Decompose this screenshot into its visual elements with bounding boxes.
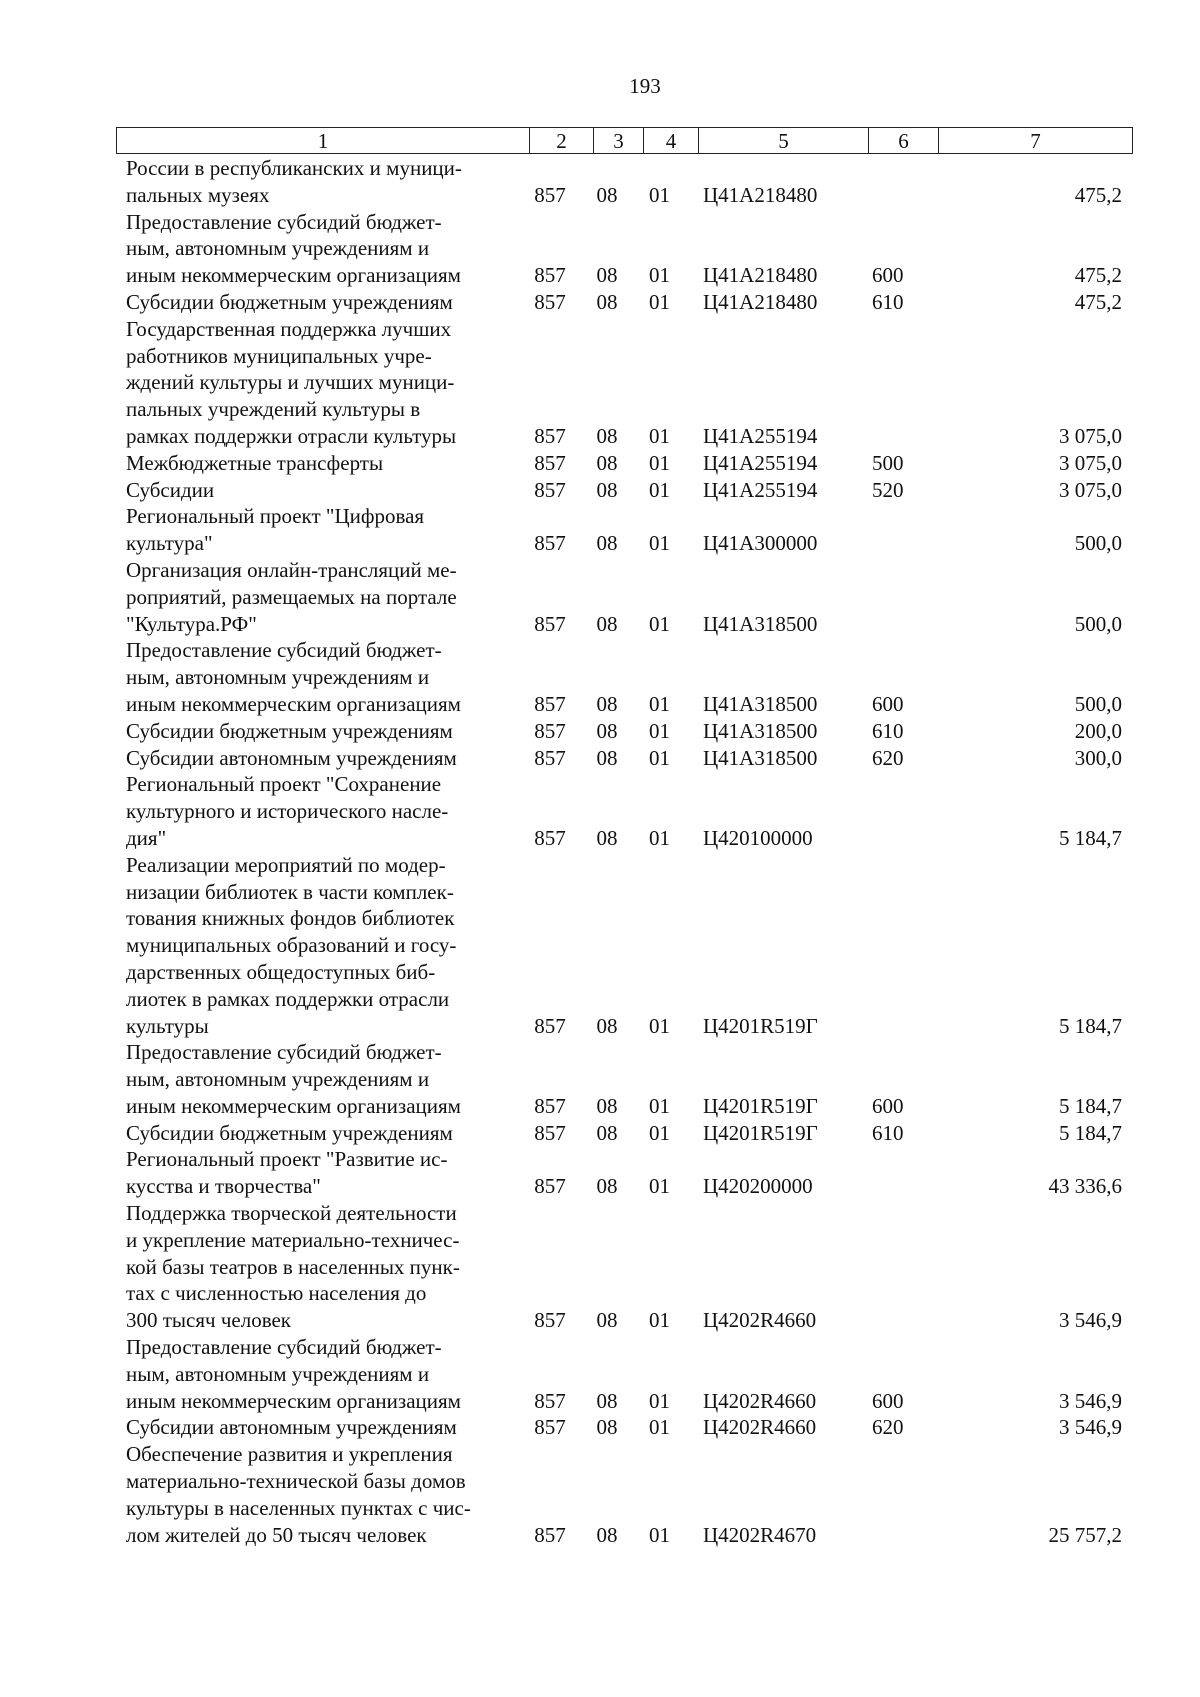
cell-c4: 01 [649,423,670,448]
cell-c6: 600 [872,1388,904,1413]
cell-c5: Ц41А318500 [703,691,818,716]
description-line: России в республиканских и муници- [126,156,462,180]
table-row [116,745,1132,772]
cell-c7: 3 546,9 [1059,1308,1122,1333]
cell-c4: 01 [649,1415,670,1440]
cell-c5: Ц420200000 [703,1174,813,1199]
column-header-7: 7 [939,128,1133,154]
cell-c4: 01 [649,1308,670,1333]
cell-c5: Ц41А255194 [703,477,818,502]
table-row [116,1414,1132,1441]
description-line: Региональный проект "Развитие ис- [126,1147,448,1172]
description-line: Межбюджетные трансферты [126,450,384,475]
description-line: иным некоммерческим организациям [126,263,461,288]
description-line: муниципальных образований и госу- [126,933,457,958]
description-line: "Культура.РФ" [126,611,257,636]
cell-c3: 08 [596,691,618,716]
cell-c5: Ц41А318500 [703,718,818,743]
cell-c3: 08 [596,450,618,475]
column-header-6: 6 [869,128,939,154]
cell-c4: 01 [649,1174,670,1199]
cell-c5: Ц41А218480 [703,289,818,314]
table-row [116,316,1132,450]
description-line: дарственных общедоступных биб- [126,959,436,984]
table-row [116,557,1132,637]
row-description [116,450,518,477]
row-description [116,477,518,504]
cell-c4: 01 [649,718,670,743]
cell-c2: 857 [534,1522,566,1547]
description-line: ным, автономным учреждениям и [126,1067,430,1092]
description-line: пальных учреждений культуры в [126,397,421,422]
description-line: Субсидии бюджетным учреждениям [126,289,453,314]
cell-c2: 857 [534,423,566,448]
description-line: культуры [126,1013,209,1038]
row-description [116,1120,518,1147]
row-description [116,1146,518,1200]
column-header-4: 4 [644,128,699,154]
cell-c6: 610 [872,289,904,314]
cell-c3: 08 [596,1120,618,1145]
row-description [116,503,518,557]
cell-c6: 520 [872,477,904,502]
table-row [116,1334,1132,1414]
description-line: Поддержка творческой деятельности [126,1201,457,1226]
cell-c4: 01 [649,1522,670,1547]
cell-c5: Ц41А218480 [703,182,818,207]
cell-c4: 01 [649,1013,670,1038]
description-line: ждений культуры и лучших муници- [126,370,455,395]
row-description [116,852,518,1040]
row-description [116,745,518,772]
cell-c2: 857 [534,450,566,475]
cell-c2: 857 [534,263,566,288]
row-description [116,1441,518,1548]
row-description [116,718,518,745]
row-description [116,637,518,717]
cell-c7: 5 184,7 [1059,1013,1122,1038]
cell-c2: 857 [534,1388,566,1413]
cell-c4: 01 [649,1388,670,1413]
description-line: дия" [126,825,167,850]
description-line: Региональный проект "Цифровая [126,504,425,529]
cell-c6: 620 [872,745,904,770]
cell-c3: 08 [596,1308,618,1333]
cell-c6: 500 [872,450,904,475]
description-line: иным некоммерческим организациям [126,1093,461,1118]
cell-c5: Ц4202R4660 [703,1415,817,1440]
cell-c5: Ц41А255194 [703,423,818,448]
cell-c7: 43 336,6 [1048,1174,1122,1199]
cell-c5: Ц4202R4670 [703,1522,817,1547]
cell-c2: 857 [534,477,566,502]
table-row [116,1200,1132,1334]
description-line: Реализации мероприятий по модер- [126,852,446,877]
cell-c7: 500,0 [1074,691,1122,716]
description-line: Предоставление субсидий бюджет- [126,1335,442,1360]
row-description [116,1039,518,1119]
description-line: иным некоммерческим организациям [126,691,461,716]
cell-c5: Ц4201R519Г [703,1120,818,1145]
cell-c3: 08 [596,1093,618,1118]
cell-c4: 01 [649,531,670,556]
cell-c4: 01 [649,263,670,288]
cell-c2: 857 [534,289,566,314]
description-line: лиотек в рамках поддержки отрасли [126,986,450,1011]
cell-c4: 01 [649,691,670,716]
column-header-2: 2 [530,128,594,154]
description-line: материально-технической базы домов [126,1469,466,1494]
cell-c4: 01 [649,1093,670,1118]
cell-c2: 857 [534,611,566,636]
cell-c3: 08 [596,1013,618,1038]
description-line: Субсидии автономным учреждениям [126,1415,457,1440]
cell-c4: 01 [649,1120,670,1145]
cell-c3: 08 [596,531,618,556]
table-body [116,155,1132,1548]
cell-c4: 01 [649,182,670,207]
cell-c7: 5 184,7 [1059,825,1122,850]
cell-c5: Ц4202R4660 [703,1308,817,1333]
description-line: и укрепление материально-техничес- [126,1227,460,1252]
table-row [116,450,1132,477]
table-row [116,289,1132,316]
cell-c3: 08 [596,1415,618,1440]
description-line: кусства и творчества" [126,1174,321,1199]
page-number: 193 [629,74,661,98]
cell-c2: 857 [534,1308,566,1333]
cell-c7: 3 075,0 [1059,423,1122,448]
cell-c2: 857 [534,1093,566,1118]
cell-c7: 3 075,0 [1059,450,1122,475]
cell-c4: 01 [649,611,670,636]
row-description [116,1414,518,1441]
cell-c3: 08 [596,477,618,502]
description-line: культура" [126,531,213,556]
description-line: 300 тысяч человек [126,1308,292,1333]
table-row [116,637,1132,717]
cell-c4: 01 [649,477,670,502]
table-row [116,503,1132,557]
cell-c7: 25 757,2 [1048,1522,1122,1547]
description-line: Обеспечение развития и укрепления [126,1442,453,1467]
cell-c6: 600 [872,1093,904,1118]
description-line: ным, автономным учреждениям и [126,665,430,690]
description-line: Государственная поддержка лучших [126,316,452,341]
cell-c7: 3 075,0 [1059,477,1122,502]
cell-c3: 08 [596,1522,618,1547]
description-line: культурного и исторического насле- [126,799,449,824]
cell-c7: 475,2 [1074,263,1122,288]
cell-c2: 857 [534,1120,566,1145]
table-row [116,1120,1132,1147]
column-header-3: 3 [594,128,644,154]
description-line: роприятий, размещаемых на портале [126,584,457,609]
cell-c4: 01 [649,289,670,314]
cell-c3: 08 [596,825,618,850]
cell-c3: 08 [596,263,618,288]
cell-c6: 610 [872,1120,904,1145]
description-line: Предоставление субсидий бюджет- [126,1040,442,1065]
description-line: культуры в населенных пунктах с чис- [126,1495,471,1520]
description-line: ным, автономным учреждениям и [126,236,430,261]
table-row [116,1146,1132,1200]
row-description [116,289,518,316]
row-description [116,557,518,637]
cell-c3: 08 [596,1174,618,1199]
cell-c5: Ц41А255194 [703,450,818,475]
column-header-1: 1 [117,128,530,154]
cell-c5: Ц41А318500 [703,745,818,770]
cell-c3: 08 [596,611,618,636]
cell-c5: Ц41А218480 [703,263,818,288]
cell-c4: 01 [649,450,670,475]
cell-c2: 857 [534,1013,566,1038]
table-row [116,852,1132,1040]
cell-c2: 857 [534,825,566,850]
table-row [116,718,1132,745]
cell-c3: 08 [596,423,618,448]
cell-c2: 857 [534,1174,566,1199]
description-line: Субсидии бюджетным учреждениям [126,718,453,743]
table-row [116,155,1132,209]
cell-c3: 08 [596,718,618,743]
row-description [116,316,518,450]
row-description [116,155,518,209]
cell-c5: Ц4201R519Г [703,1093,818,1118]
cell-c7: 475,2 [1074,182,1122,207]
cell-c7: 3 546,9 [1059,1415,1122,1440]
description-line: Предоставление субсидий бюджет- [126,209,442,234]
column-header-5: 5 [699,128,869,154]
cell-c6: 600 [872,691,904,716]
table-header [116,127,1133,154]
table-row [116,1039,1132,1119]
cell-c7: 5 184,7 [1059,1093,1122,1118]
description-line: рамках поддержки отрасли культуры [126,423,457,448]
row-description [116,209,518,289]
cell-c7: 5 184,7 [1059,1120,1122,1145]
cell-c2: 857 [534,745,566,770]
cell-c7: 475,2 [1074,289,1122,314]
description-line: кой базы театров в населенных пунк- [126,1254,460,1279]
description-line: Региональный проект "Сохранение [126,772,442,797]
description-line: лом жителей до 50 тысяч человек [126,1522,427,1547]
cell-c5: Ц4201R519Г [703,1013,818,1038]
cell-c6: 620 [872,1415,904,1440]
description-line: ным, автономным учреждениям и [126,1361,430,1386]
description-line: Предоставление субсидий бюджет- [126,638,442,663]
cell-c2: 857 [534,1415,566,1440]
cell-c7: 300,0 [1074,745,1122,770]
description-line: Организация онлайн-трансляций ме- [126,557,457,582]
cell-c2: 857 [534,531,566,556]
description-line: тах с численностью населения до [126,1281,427,1306]
cell-c7: 3 546,9 [1059,1388,1122,1413]
cell-c5: Ц41А300000 [703,531,818,556]
row-description [116,771,518,851]
description-line: работников муниципальных учре- [126,343,432,368]
row-description [116,1200,518,1334]
cell-c3: 08 [596,289,618,314]
cell-c3: 08 [596,1388,618,1413]
cell-c7: 500,0 [1074,531,1122,556]
cell-c6: 610 [872,718,904,743]
cell-c5: Ц420100000 [703,825,813,850]
cell-c5: Ц41А318500 [703,611,818,636]
cell-c5: Ц4202R4660 [703,1388,817,1413]
cell-c2: 857 [534,718,566,743]
table-row [116,209,1132,289]
cell-c7: 500,0 [1074,611,1122,636]
cell-c4: 01 [649,745,670,770]
cell-c3: 08 [596,745,618,770]
description-line: пальных музеях [126,182,270,207]
description-line: Субсидии [126,477,215,502]
table-row [116,771,1132,851]
table-row [116,477,1132,504]
description-line: низации библиотек в части комплек- [126,879,454,904]
table-row [116,1441,1132,1548]
cell-c6: 600 [872,263,904,288]
description-line: тования книжных фондов библиотек [126,906,455,931]
cell-c2: 857 [534,691,566,716]
description-line: иным некоммерческим организациям [126,1388,461,1413]
cell-c7: 200,0 [1074,718,1122,743]
cell-c2: 857 [534,182,566,207]
description-line: Субсидии бюджетным учреждениям [126,1120,453,1145]
cell-c3: 08 [596,182,618,207]
cell-c4: 01 [649,825,670,850]
description-line: Субсидии автономным учреждениям [126,745,457,770]
row-description [116,1334,518,1414]
